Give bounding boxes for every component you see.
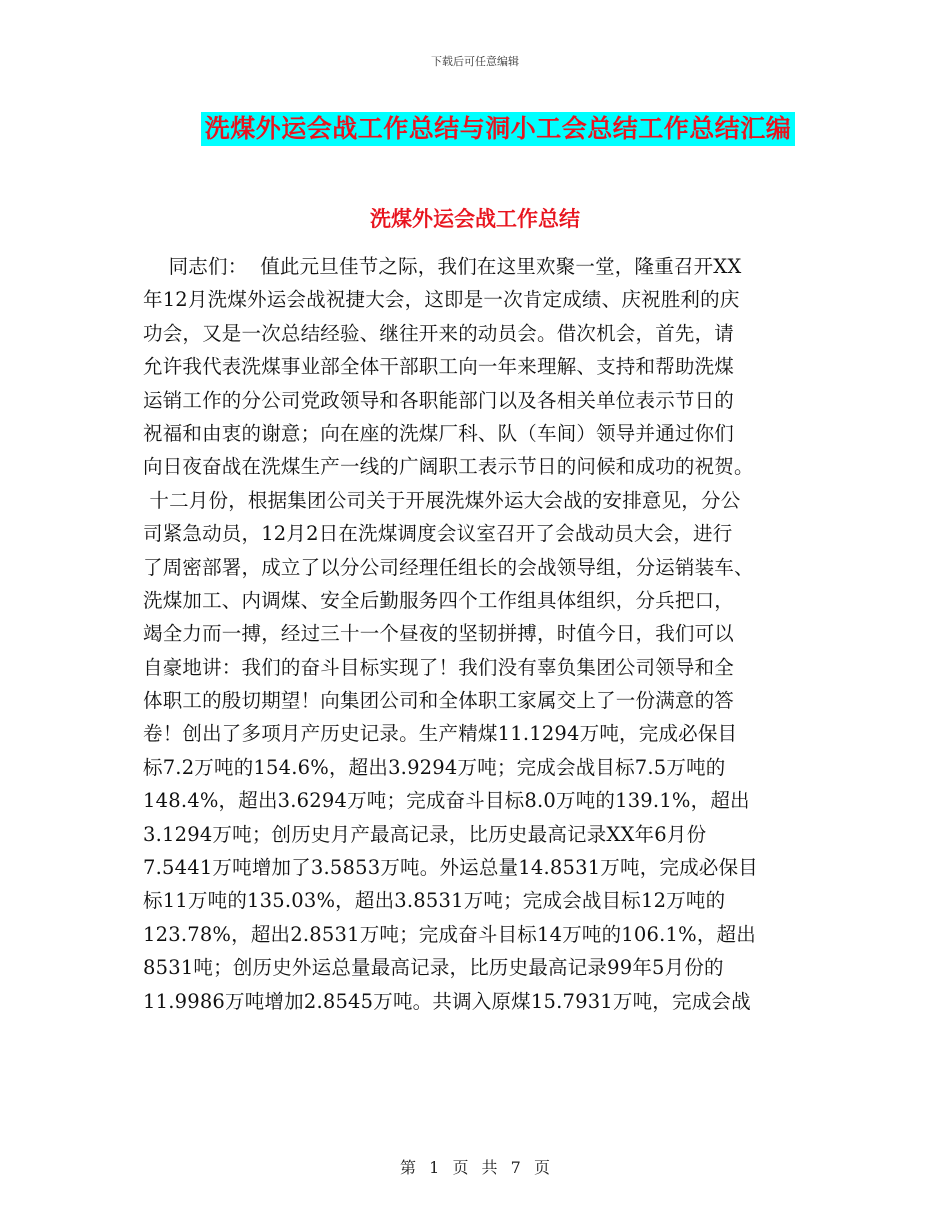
body-line: 8531吨；创历史外运总量最高记录，比历史最高记录99年5月份的 <box>143 956 724 980</box>
header-note: 下载后可任意编辑 <box>431 55 519 68</box>
footer-total-pages: 7 <box>510 1158 521 1177</box>
footer-prefix: 第 <box>400 1158 417 1177</box>
body-line: 洗煤加工、内调煤、安全后勤服务四个工作组具体组织，分兵把口， <box>143 588 735 612</box>
footer-suffix: 页 <box>533 1158 550 1177</box>
body-line: 标11万吨的135.03%，超出3.8531万吨；完成会战目标12万吨的 <box>143 889 726 913</box>
body-line: 11.9986万吨增加2.8545万吨。共调入原煤15.7931万吨，完成会战 <box>143 989 751 1013</box>
body-line: 自豪地讲：我们的奋斗目标实现了！我们没有辜负集团公司领导和全 <box>143 655 735 679</box>
body-line: 了周密部署，成立了以分公司经理任组长的会战领导组，分运销装车、 <box>143 555 754 579</box>
body-line: 允许我代表洗煤事业部全体干部职工向一年来理解、支持和帮助洗煤 <box>143 355 735 379</box>
body-line: 148.4%，超出3.6294万吨；完成奋斗目标8.0万吨的139.1%，超出 <box>143 789 750 813</box>
body-line: 卷！创出了多项月产历史记录。生产精煤11.1294万吨，完成必保目 <box>143 722 738 746</box>
body-line: 运销工作的分公司党政领导和各职能部门以及各相关单位表示节日的 <box>143 388 735 412</box>
body-line: 3.1294万吨；创历史月产最高记录，比历史最高记录XX年6月份 <box>143 822 707 846</box>
footer-total-word: 共 <box>481 1158 498 1177</box>
body-line: 同志们： 值此元旦佳节之际，我们在这里欢聚一堂，隆重召开XX <box>143 255 742 278</box>
document-title-wrap <box>0 112 950 146</box>
body-text <box>143 250 809 1018</box>
body-line: 十二月份，根据集团公司关于开展洗煤外运大会战的安排意见，分公 <box>143 488 741 512</box>
section-title: 洗煤外运会战工作总结 <box>370 207 580 231</box>
document-title: 洗煤外运会战工作总结与洞小工会总结工作总结汇编 <box>201 112 796 146</box>
body-line: 司紧急动员，12月2日在洗煤调度会议室召开了会战动员大会，进行 <box>143 522 733 546</box>
body-line: 功会，又是一次总结经验、继往开来的动员会。借次机会，首先，请 <box>143 321 735 345</box>
body-line: 祝福和由衷的谢意；向在座的洗煤厂科、队（车间）领导并通过你们 <box>143 421 735 445</box>
body-line: 向日夜奋战在洗煤生产一线的广阔职工表示节日的问候和成功的祝贺。 <box>143 455 754 479</box>
body-line: 体职工的殷切期望！向集团公司和全体职工家属交上了一份满意的答 <box>143 689 735 713</box>
footer-page-word: 页 <box>452 1158 469 1177</box>
footer-current-page: 1 <box>429 1158 440 1177</box>
body-line: 竭全力而一搏，经过三十一个昼夜的坚韧拼搏，时值今日，我们可以 <box>143 622 735 646</box>
body-line: 年12月洗煤外运会战祝捷大会，这即是一次肯定成绩、庆祝胜利的庆 <box>143 288 740 312</box>
body-line: 标7.2万吨的154.6%，超出3.9294万吨；完成会战目标7.5万吨的 <box>143 755 726 779</box>
body-line: 123.78%，超出2.8531万吨；完成奋斗目标14万吨的106.1%，超出 <box>143 922 756 946</box>
page-footer <box>0 1155 950 1178</box>
body-line: 7.5441万吨增加了3.5853万吨。外运总量14.8531万吨，完成必保目 <box>143 856 758 880</box>
